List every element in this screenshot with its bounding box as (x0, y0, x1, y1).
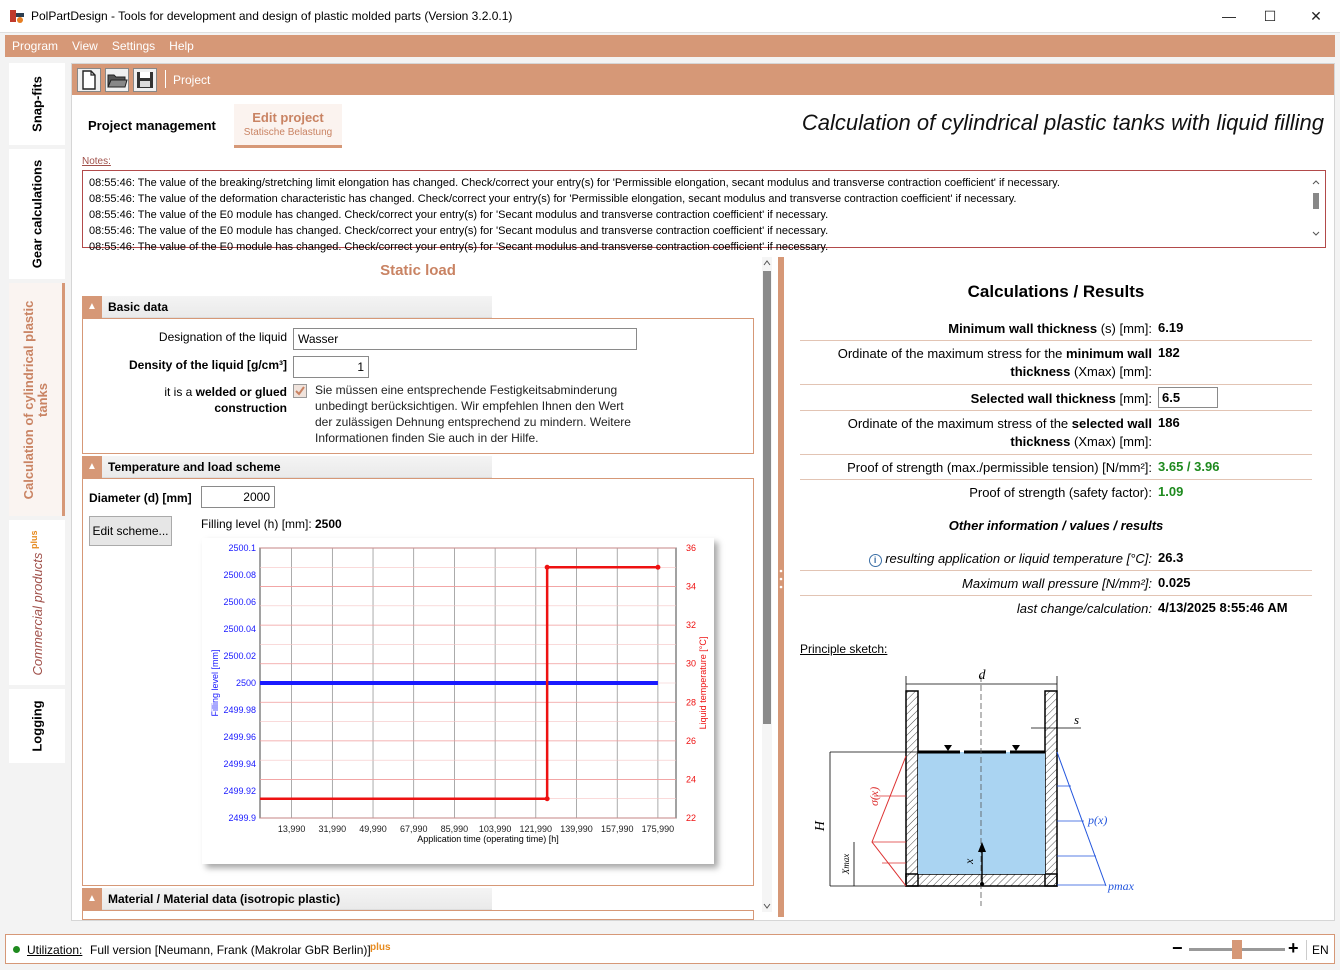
tab-cylindrical-tanks[interactable] (9, 283, 65, 516)
ord-sel-row (800, 411, 1312, 455)
status-indicator-icon (13, 946, 20, 953)
y-right-tick-label: 26 (686, 735, 697, 746)
x-tick-label: 13,990 (277, 824, 306, 834)
scrollbar-thumb[interactable] (763, 271, 771, 724)
project-label[interactable]: Project (173, 73, 211, 87)
plus-badge: plus (370, 942, 391, 953)
x-tick-label: 103,990 (478, 824, 512, 834)
y-left-tick-label: 2500.1 (228, 543, 256, 553)
last-change-value: 4/13/2025 8:55:46 AM (1158, 600, 1288, 615)
sel-wall-bold: Selected wall thickness (970, 391, 1116, 406)
min-wall-label-bold: Minimum wall thickness (948, 321, 1098, 336)
last-change-label: last change/calculation: (1016, 601, 1152, 616)
y-left-tick-label: 2500.06 (223, 597, 256, 607)
main-panel (71, 63, 1335, 921)
sketch-pmax-label: pmax (1108, 879, 1134, 893)
menu-settings[interactable]: Settings (111, 39, 156, 53)
temperature-title: Temperature and load scheme (108, 460, 281, 474)
note-line: 08:55:46: The value of the deformation characteristic has changed. Check/correct your entry(s) for 'Permissible elongation, secant modulus and transverse contraction coefficient' if necessary. (89, 193, 1017, 205)
status-divider (1306, 940, 1307, 960)
welded-label-pre: it is a (164, 385, 196, 399)
note-line: 08:55:46: The value of the breaking/stretching limit elongation has changed. Check/correct your entry(s) for 'Permissible elongation, secant modulus and transverse contraction coefficient' if necessary. (89, 177, 1060, 189)
y-right-tick-label: 22 (686, 813, 697, 823)
menu-help[interactable]: Help (169, 39, 194, 53)
open-folder-icon (106, 69, 128, 91)
note-line: 08:55:46: The value of the E0 module has changed. Check/correct your entry(s) for 'Secant modulus and transverse contraction coefficient' if necessary. (89, 209, 829, 221)
tank-left-wall (906, 691, 918, 886)
load-scheme-chart-svg (202, 538, 714, 864)
temp-value: 26.3 (1158, 550, 1184, 565)
tab-edit-project-sub: Statische Belastung (243, 127, 333, 138)
y-left-tick-label: 2500 (235, 678, 256, 688)
material-section (82, 910, 754, 920)
tab-tanks-label: Calculation of cylindrical plastic tanks (20, 300, 50, 499)
diameter-label: Diameter (d) [mm] (89, 491, 192, 505)
pressure-label: Maximum wall pressure [N/mm²]: (962, 576, 1152, 591)
checkmark-icon (294, 385, 306, 397)
filling-level-value: 2500 (315, 517, 342, 531)
sel-wall-row (800, 385, 1312, 411)
tab-edit-project-label: Edit project (252, 110, 324, 125)
tab-edit-project[interactable] (234, 104, 342, 148)
input-column (82, 256, 762, 916)
tab-snap-fits-label: Snap-fits (29, 76, 45, 132)
y-left-tick-label: 2499.92 (223, 786, 256, 796)
ord-sel-rest: (Xmax) [mm]: (1070, 434, 1152, 449)
sketch-x-label: x (962, 858, 976, 864)
sketch-p-label: p(x) (1088, 813, 1108, 827)
close-button[interactable]: ✕ (1310, 8, 1322, 24)
principle-sketch (813, 656, 1146, 911)
proof-safety-label: Proof of strength (safety factor): (969, 485, 1152, 500)
notes-scrollbar[interactable] (1311, 177, 1321, 241)
filling-level-label: Filling level (h) [mm]: (201, 517, 312, 531)
pressure-value: 0.025 (1158, 575, 1191, 590)
save-button[interactable] (133, 68, 157, 92)
results-heading: Calculations / Results (967, 282, 1145, 301)
y-right-axis-title: Liquid temperature [°C] (698, 636, 708, 730)
min-wall-row (800, 316, 1312, 341)
selected-wall-thickness-input[interactable]: 6.5 (1158, 387, 1218, 408)
zoom-in-button[interactable]: + (1288, 938, 1299, 958)
tab-commercial-products[interactable] (9, 520, 65, 685)
x-tick-label: 139,990 (560, 824, 593, 834)
temp-label-text: resulting application or liquid temperature [°C]: (885, 551, 1152, 566)
welded-checkbox[interactable] (293, 384, 307, 398)
y-right-tick-label: 32 (686, 620, 697, 631)
y-left-tick-label: 2499.9 (228, 813, 256, 823)
load-scheme-chart (202, 538, 714, 864)
ord-sel-value: 186 (1158, 415, 1180, 430)
app-icon (9, 8, 25, 24)
material-title: Material / Material data (isotropic plastic) (108, 892, 341, 906)
liquid-designation-input[interactable]: Wasser (293, 328, 637, 350)
sketch-h-label: H (813, 820, 828, 832)
min-wall-label-rest: (s) [mm]: (1097, 321, 1152, 336)
proof-safety-row (800, 480, 1312, 505)
y-right-tick-label: 34 (686, 581, 697, 592)
maximize-button[interactable]: ☐ (1263, 8, 1277, 24)
y-left-tick-label: 2499.94 (223, 759, 256, 769)
temperature-header[interactable] (82, 456, 492, 478)
x-tick-label: 157,990 (600, 824, 634, 834)
other-info-heading: Other information / values / results (948, 518, 1164, 533)
notes-box[interactable] (82, 170, 1326, 253)
collapse-chevron-icon[interactable]: ▲ (82, 888, 102, 910)
designation-label: Designation of the liquid (158, 330, 287, 344)
scroll-up-icon[interactable] (762, 258, 772, 268)
proof-tension-row (800, 455, 1312, 480)
proof-tension-value: 3.65 / 3.96 (1158, 459, 1220, 474)
min-wall-label (948, 320, 1152, 338)
ord-min-value: 182 (1158, 345, 1180, 360)
input-scrollbar[interactable] (762, 257, 772, 912)
results-column (786, 256, 1326, 916)
x-tick-label: 67,990 (399, 824, 428, 834)
welded-note: Sie müssen eine entsprechende Festigkeitsabminderung unbedingt berücksichtigen. Wir empfehlen Ihnen den Wert der zulässigen Dehnung entsprechend zu mindern. Weitere Informationen finden Sie auch in der Hilfe. (315, 383, 631, 445)
y-left-tick-label: 2500.04 (223, 624, 256, 634)
splitter-grip-icon (778, 567, 784, 597)
static-load-heading: Static load (380, 262, 456, 279)
note-line: 08:55:46: The value of the E0 module has changed. Check/correct your entry(s) for 'Secant modulus and transverse contraction coefficient' if necessary. (89, 241, 829, 253)
ord-min-pre: Ordinate of the maximum stress for the (837, 346, 1067, 361)
scroll-down-icon[interactable] (762, 901, 772, 911)
temp-row (800, 546, 1312, 571)
min-wall-value: 6.19 (1158, 320, 1184, 335)
ord-min-row (800, 341, 1312, 385)
proof-safety-value: 1.09 (1158, 484, 1184, 499)
status-bar (5, 934, 1335, 964)
column-splitter[interactable] (778, 257, 784, 917)
series-point (545, 796, 550, 801)
tab-gear-calculations[interactable] (9, 149, 65, 279)
y-right-tick-label: 24 (686, 774, 697, 785)
tab-snap-fits[interactable] (9, 63, 65, 145)
sel-wall-label (971, 390, 1152, 408)
principle-sketch-label: Principle sketch: (800, 642, 888, 656)
left-tab-strip (9, 63, 65, 935)
page-title: Calculation of cylindrical plastic tanks with liquid filling (801, 110, 1324, 135)
title-bar (0, 0, 1340, 33)
toolbar (72, 64, 1334, 95)
proof-tension-label: Proof of strength (max./permissible tension) [N/mm²]: (847, 460, 1152, 475)
y-left-tick-label: 2499.96 (223, 732, 256, 742)
tab-commercial-label (29, 530, 45, 675)
y-left-tick-label: 2500.08 (223, 570, 256, 580)
new-file-icon (78, 69, 100, 91)
ord-min-label (802, 345, 1152, 381)
new-file-button[interactable] (77, 68, 101, 92)
zoom-slider-thumb[interactable] (1232, 940, 1242, 959)
density-input[interactable]: 1 (293, 356, 369, 378)
x-axis-title: Application time (operating time) [h] (417, 834, 559, 844)
tab-logging[interactable] (9, 689, 65, 763)
window-title: PolPartDesign - Tools for development and design of plastic molded parts (Version 3.2.0.1) (31, 9, 513, 23)
ord-sel-bold: selected wall thickness (1010, 416, 1152, 449)
utilization-link[interactable]: Utilization: (27, 943, 83, 957)
y-left-tick-label: 2500.02 (223, 651, 256, 661)
open-folder-button[interactable] (105, 68, 129, 92)
y-left-tick-label: 2499.98 (223, 705, 256, 715)
temp-label (869, 550, 1152, 568)
sketch-s-label: s (1074, 712, 1080, 727)
sketch-d-label: d (978, 668, 986, 683)
notes-label: Notes: (82, 156, 111, 167)
collapse-chevron-icon[interactable]: ▲ (82, 456, 102, 478)
ord-sel-pre: Ordinate of the maximum stress of the (847, 416, 1072, 431)
y-right-tick-label: 30 (686, 658, 697, 669)
sketch-xmax-label: Xmax (841, 853, 851, 875)
density-label: Density of the liquid [g/cm³] (129, 358, 287, 372)
basic-data-title: Basic data (108, 300, 169, 314)
welded-label (137, 384, 287, 416)
language-selector[interactable]: EN (1312, 943, 1329, 957)
tab-gear-label: Gear calculations (29, 159, 45, 269)
tab-project-management-label: Project management (88, 118, 216, 133)
toolbar-separator (165, 70, 166, 88)
x-tick-label: 121,990 (519, 824, 553, 834)
utilization-value: Full version [Neumann, Frank (Makrolar GbR Berlin)] (90, 943, 371, 957)
welded-label-bold: welded or glued construction (195, 385, 287, 415)
last-change-row (800, 596, 1312, 621)
collapse-chevron-icon[interactable]: ▲ (82, 296, 102, 318)
pressure-row (800, 571, 1312, 596)
series-point (655, 565, 660, 570)
y-left-axis-title: Filling level [mm] (210, 649, 220, 717)
commercial-plus-badge: plus (28, 530, 39, 549)
menu-program[interactable]: Program (12, 39, 59, 53)
menu-view[interactable]: View (72, 39, 98, 53)
x-tick-label: 31,990 (318, 824, 347, 834)
y-right-tick-label: 36 (686, 543, 697, 553)
material-header[interactable] (82, 888, 492, 910)
tank-right-wall (1045, 691, 1057, 886)
basic-data-header[interactable] (82, 296, 492, 318)
diameter-input[interactable]: 2000 (201, 486, 275, 508)
info-icon[interactable]: i (869, 554, 882, 567)
tab-project-management[interactable] (82, 104, 234, 148)
zoom-out-button[interactable]: − (1172, 938, 1183, 958)
edit-scheme-button[interactable]: Edit scheme... (89, 516, 172, 546)
y-right-tick-label: 28 (686, 697, 697, 708)
sketch-sigma-label: σ(x) (867, 786, 881, 806)
tab-logging-label: Logging (29, 700, 45, 752)
series-point (545, 565, 550, 570)
x-tick-label: 175,990 (641, 824, 675, 834)
ord-min-bold: minimum wall thickness (1010, 346, 1152, 379)
x-tick-label: 85,990 (440, 824, 469, 834)
save-icon (134, 69, 156, 91)
x-tick-label: 49,990 (359, 824, 387, 834)
commercial-text: Commercial products (30, 552, 46, 675)
menu-bar (5, 35, 1335, 57)
ord-sel-label (802, 415, 1152, 451)
ord-min-rest: (Xmax) [mm]: (1070, 364, 1152, 379)
minimize-button[interactable]: — (1222, 8, 1236, 24)
basic-data-section (82, 318, 754, 454)
sel-wall-rest: [mm]: (1115, 391, 1152, 406)
note-line: 08:55:46: The value of the E0 module has changed. Check/correct your entry(s) for 'Secant modulus and transverse contraction coefficient' if necessary. (89, 225, 829, 237)
